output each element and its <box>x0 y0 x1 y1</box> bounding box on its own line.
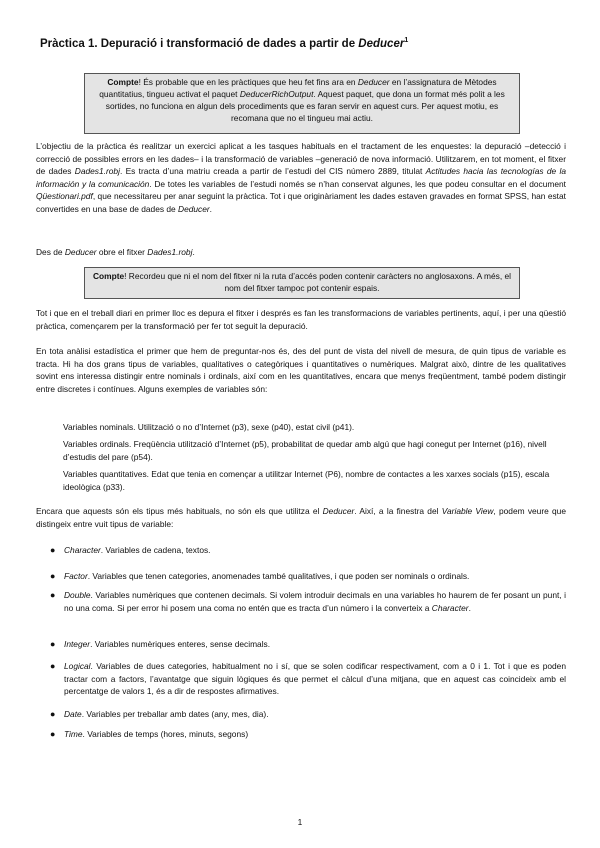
note-text: ! Recordeu que ni el nom del fitxer ni la ruta d’accés poden contenir caràcters no anglosaxons. A més, el nom del fitxer tampoc pot contenir espais. <box>124 271 512 293</box>
list-item-character <box>64 544 566 557</box>
example-nominal: Variables nominals. Utilització o no d’Internet (p3), sexe (p40), estat civil (p41). <box>63 422 355 432</box>
para-italic: Qüestionari.pdf <box>36 191 93 202</box>
type-description: . Variables numèriques enteres, sense decimals. <box>90 639 271 649</box>
page-title <box>40 38 408 50</box>
bullet-icon: ● <box>50 709 56 719</box>
para-text: . Es tracta d’una matriu creada a partir de l’estudi del CIS número 2889, titulat <box>119 166 426 177</box>
type-description: . <box>468 602 471 613</box>
note-text: en l’assignatura de Mètodes quantitatius, tingueu activat el paquet <box>99 77 497 99</box>
para-italic: Dades1.robj <box>74 166 120 177</box>
list-item-time <box>64 728 566 741</box>
para-text: Des de <box>36 247 65 257</box>
note-italic: DeducerRichOutput <box>239 89 314 99</box>
paragraph-deducer-types <box>36 505 566 530</box>
bullet-icon: ● <box>50 639 56 649</box>
bullet-icon: ● <box>50 545 56 555</box>
para-text: L’objectiu de la pràctica és realitzar un exercici aplicat a les tasques habituals en el tractament de les enquestes: la depuració –detecció i correcció de possibles errors en les dades– i la transformació de variables –generació de nova informació. Utilitzarem, en tot moment, el fitxer de dades <box>36 141 566 177</box>
type-description: . Variables per treballar amb dates (any, mes, dia). <box>81 709 269 719</box>
type-term: Character <box>64 545 101 555</box>
note-text: . Aquest paquet, que dona un format més polit a les sortides, no funciona en algun dels procediments que es faran servir en aquest curs. Per aquest motiu, es recomana que no el tingueu mai actiu. <box>105 89 505 123</box>
paragraph-open-file <box>36 246 566 259</box>
list-item-integer <box>64 638 566 651</box>
para-text: . <box>192 247 195 257</box>
para-italic: Deducer <box>178 203 210 214</box>
para-text: . De totes les variables de l’estudi només se n’han conservat algunes, les que podeu consultar en el document <box>149 178 566 189</box>
para-text: , podem veure que distingeix entre vuit tipus de variable: <box>36 506 567 529</box>
type-term: Date <box>64 709 82 719</box>
para-text: . <box>209 203 212 214</box>
note-italic: Deducer <box>357 77 390 87</box>
title-text: Pràctica 1. Depuració i transformació de dades a partir de <box>40 38 359 50</box>
paragraph-variable-types: En tota anàlisi estadística el primer que hem de preguntar-nos és, des del punt de vista del nivell de mesura, de quin tipus de variable es tracta. Hi ha dos grans tipus de variables, qualitatives o categòriques i quantitatives o numèriques. Malgrat això, dintre de les qualitatives sovint ens interessa distingir entre nominals i ordinals, així com en les quantitatives, encara que menys freqüentment, també podem distingir entre discretes i contínues. Alguns exemples de variables són: <box>36 346 566 394</box>
note-box-filename <box>84 267 520 299</box>
type-term: Double <box>64 590 91 600</box>
para-text: obre el fitxer <box>96 247 148 257</box>
bullet-icon: ● <box>50 661 56 671</box>
type-description: . Variables numèriques que contenen decimals. Si volem introduir decimals en una variables ho haurem de fer posant un punt, i no una coma. Si per error hi posem una coma no entén que es tracta d’un número i la converteix a <box>64 590 566 613</box>
type-term: Factor <box>64 571 88 581</box>
note-text: ! És probable que en les pràctiques que heu fet fins ara en <box>138 77 358 87</box>
note-label: Compte <box>107 77 139 87</box>
type-term: Character <box>431 602 469 613</box>
list-item-double <box>64 589 566 614</box>
bullet-icon: ● <box>50 729 56 739</box>
paragraph-objective <box>36 140 566 216</box>
type-description: . Variables de cadena, textos. <box>100 545 211 555</box>
note-label: Compte <box>92 271 125 281</box>
para-italic: Variable View <box>441 506 494 516</box>
para-italic: Dades1.robj <box>147 247 193 257</box>
bullet-icon: ● <box>50 571 56 581</box>
list-item-logical <box>64 660 566 698</box>
example-quantitative: Variables quantitatives. Edat que tenia en començar a utilitzar Internet (P6), nombre de contactes a les xarxes socials (p15), escala ideològica (p33). <box>63 469 550 492</box>
para-italic: Actitudes hacia las tecnologías de la información y la comunicación <box>36 166 567 189</box>
para-italic: Deducer <box>64 247 97 257</box>
para-text: . Així, a la finestra del <box>354 506 442 516</box>
footnote-marker: 1 <box>404 37 409 45</box>
type-description: . Variables de dues categories, habitualment no i sí, que se solen codificar respectivament, com a 0 i 1. Tot i que es poden tractar com a factors, l’avantatge que siguin lògiques és que permet el càlcul d’una mitjana, que en aquest cas coincideix amb el percentatge de valors 1, és a dir de respostes afirmatives. <box>64 661 566 697</box>
type-term: Integer <box>64 639 91 649</box>
type-description: . Variables que tenen categories, anomenades també qualitatives, i que poden ser nominals o ordinals. <box>87 571 470 581</box>
type-term: Logical <box>64 661 91 671</box>
note-box-richoutput <box>84 73 520 134</box>
example-ordinal: Variables ordinals. Freqüència utilització d’Internet (p5), probabilitat de quedar amb algú que hagi conegut per Internet (p16), nivell d’estudis del pare (p54). <box>63 439 547 462</box>
para-text: , que necessitareu per anar seguint la pràctica. Tot i que originàriament les dades estaven gravades en format SPSS, han estat convertides en una base de dades de <box>36 191 566 214</box>
list-item-date <box>64 708 566 721</box>
page-number: 1 <box>297 817 303 827</box>
title-italic: Deducer <box>358 38 405 50</box>
type-description: . Variables de temps (hores, minuts, segons) <box>82 729 249 739</box>
list-item-factor <box>64 570 566 583</box>
bullet-icon: ● <box>50 590 56 600</box>
para-text: Encara que aquests són els tipus més habituals, no són els que utilitza el <box>36 506 323 516</box>
paragraph-workflow: Tot i que en el treball diari en primer lloc es depura el fitxer i després es fan les transformacions de variables pertinents, aquí, i per una qüestió pràctica, començarem per la transformació per fer tot seguit la depuració. <box>36 308 566 331</box>
para-italic: Deducer <box>322 506 355 516</box>
type-term: Time <box>64 729 83 739</box>
